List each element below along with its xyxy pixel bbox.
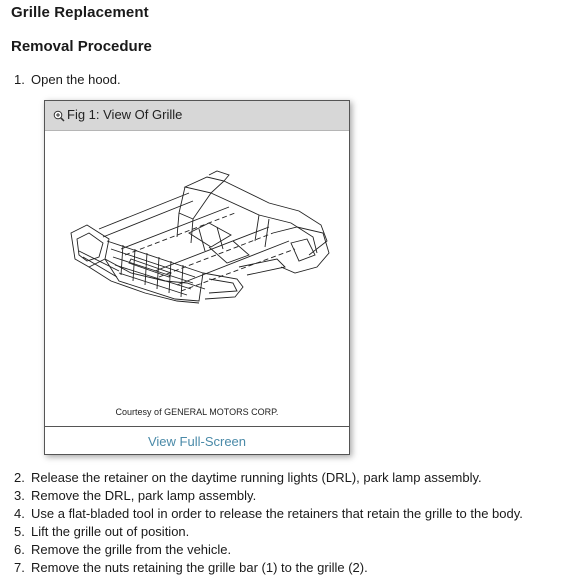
page-title: Grille Replacement [11,4,149,21]
step-number: 5. [14,524,25,539]
step-item [14,542,231,558]
step-item [14,72,121,88]
figure-footer [45,426,349,455]
grille-diagram[interactable] [59,163,339,313]
step-text: Remove the nuts retaining the grille bar (1) to the grille (2). [31,560,368,575]
step-number: 6. [14,542,25,557]
step-number: 7. [14,560,25,575]
step-item [14,506,523,522]
step-number: 4. [14,506,25,521]
step-text: Lift the grille out of position. [31,524,190,539]
step-text: Release the retainer on the daytime running lights (DRL), park lamp assembly. [31,470,482,485]
view-full-screen-link[interactable]: View Full-Screen [147,434,247,449]
step-item [14,488,256,504]
step-number: 2. [14,470,25,485]
figure-title: Fig 1: View Of Grille [67,107,183,122]
figure-header [45,101,349,131]
step-item [14,560,368,576]
step-text: Open the hood. [31,72,121,87]
step-number: 1. [14,72,25,87]
section-heading: Removal Procedure [11,38,152,55]
step-item [14,524,189,540]
zoom-in-icon[interactable] [53,110,65,122]
step-text: Remove the DRL, park lamp assembly. [31,488,257,503]
figure-panel [44,100,350,455]
courtesy-caption: Courtesy of GENERAL MOTORS CORP. [115,407,279,417]
step-text: Remove the grille from the vehicle. [31,542,232,557]
step-item [14,470,482,486]
step-text: Use a flat-bladed tool in order to release the retainers that retain the grille to the body. [31,506,523,521]
step-number: 3. [14,488,25,503]
